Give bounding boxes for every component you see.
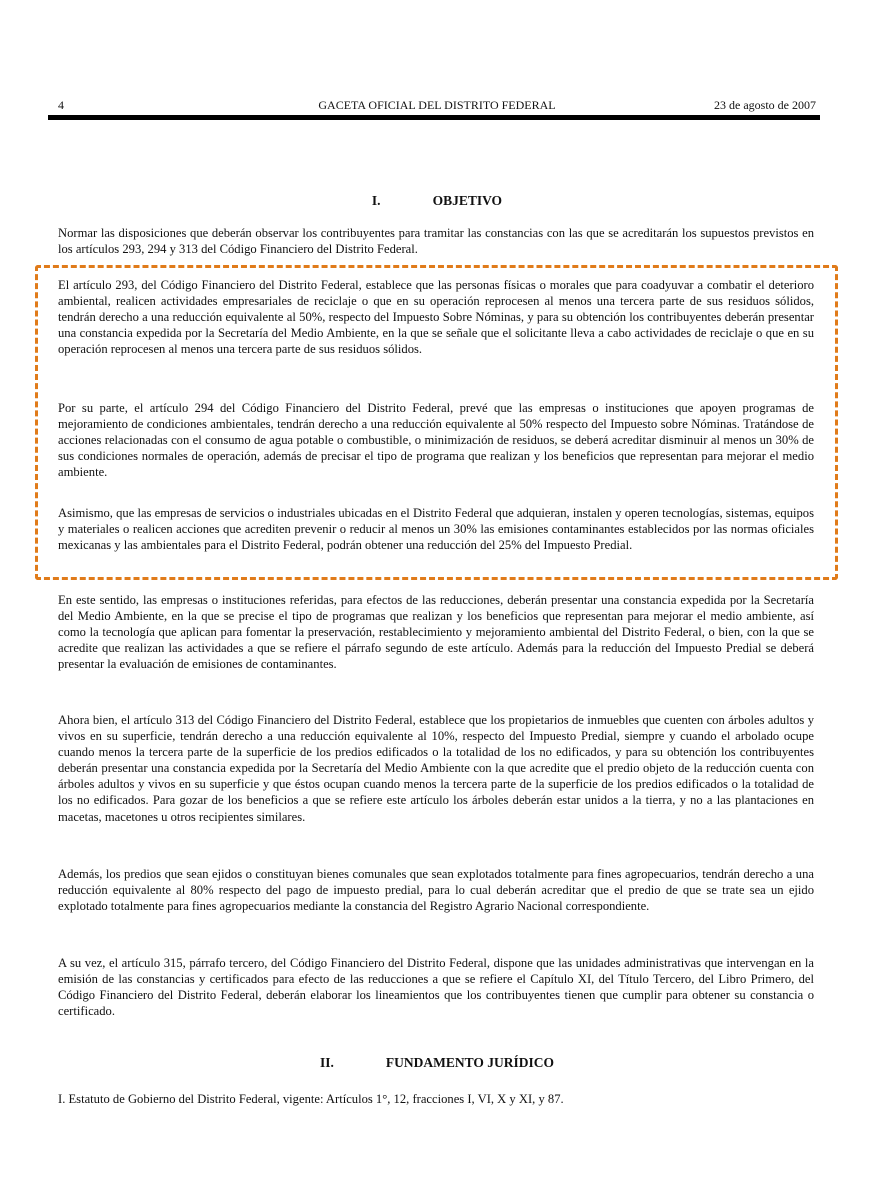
paragraph-ejidos: Además, los predios que sean ejidos o constituyan bienes comunales que sean explotados totalmente para fines agropecuarios, tendrán derecho a una reducción equivalente al 80% respecto del pago de impuesto predial, para lo cual deberán acreditar que el predio de que se trate sea un ejido explotado totalmente para fines agropecuarios mediante la constancia del Registro Agrario Nacional correspondiente. xyxy=(58,867,814,914)
section-heading-objetivo xyxy=(58,193,816,209)
paragraph-objetivo: Normar las disposiciones que deberán observar los contribuyentes para tramitar las constancias con las que se acreditarán los supuestos previstos en los artículos 293, 294 y 313 del Código Financiero del Distrito Federal. xyxy=(58,226,814,257)
paragraph-estatuto: I. Estatuto de Gobierno del Distrito Federal, vigente: Artículos 1°, 12, fracciones I, VI, X y XI, y 87. xyxy=(58,1092,564,1106)
gazette-title: GACETA OFICIAL DEL DISTRITO FEDERAL xyxy=(318,98,556,112)
section-title: FUNDAMENTO JURÍDICO xyxy=(385,1055,555,1070)
paragraph-asimismo: Asimismo, que las empresas de servicios o industriales ubicadas en el Distrito Federal que adquieran, instalen y operen tecnologías, sistemas, equipos y materiales o realicen acciones que acrediten prevenir o reducir al menos un 30% las emisiones contaminantes establecidos por las normas oficiales mexicanas y las ambientales para el Distrito Federal, podrán obtener una reducción del 25% del Impuesto Predial. xyxy=(58,506,814,553)
issue-date: 23 de agosto de 2007 xyxy=(714,98,816,112)
section-number: I. xyxy=(371,193,381,208)
section-title: OBJETIVO xyxy=(432,193,503,208)
paragraph-en-este-sentido: En este sentido, las empresas o instituciones referidas, para efectos de las reducciones, deberán presentar una constancia expedida por la Secretaría del Medio Ambiente, en la que se precise el tipo de programas que realizan y los beneficios que representan para mejorar el medio ambiente, así como la tecnología que aplican para fomentar la preservación, restablecimiento y mejoramiento ambiental del Distrito Federal, o bien, con la que se acredite que realizan las actividades a que se refiere el párrafo segundo de este artículo. Además para la reducción del Impuesto Predial se deberá presentar la evaluación de emisiones de contaminantes. xyxy=(58,593,814,672)
section-heading-fundamento xyxy=(58,1055,816,1071)
header-rule xyxy=(48,115,820,120)
page-number: 4 xyxy=(58,98,64,112)
paragraph-articulo-313: Ahora bien, el artículo 313 del Código Financiero del Distrito Federal, establece que los propietarios de inmuebles que cuenten con árboles adultos y vivos en su superficie, tendrán derecho a una reducción equivalente al 10%, respecto del Impuesto Predial, siempre y cuando el arbolado ocupe cuando menos la tercera parte de la superficie de los predios edificados o la totalidad de los no edificados, y para su obtención los contribuyentes deberán presentar una constancia expedida por la Secretaría del Medio Ambiente con la que acredite que el predio objeto de la reducción cuenta con árboles adultos y vivos en su superficie y que éstos ocupan cuando menos la tercera parte de la superficie de los predios edificados o la totalidad de los no edificados. Para gozar de los beneficios a que se refiere este artículo los árboles deberán estar unidos a la tierra, y no a las plantaciones en macetas, macetones u otros recipientes similares. xyxy=(58,713,814,824)
paragraph-articulo-294: Por su parte, el artículo 294 del Código Financiero del Distrito Federal, prevé que las empresas o instituciones que apoyen programas de mejoramiento de condiciones ambientales, tendrán derecho a una reducción equivalente al 50% respecto del Impuesto sobre Nóminas. Tratándose de acciones relacionadas con el consumo de agua potable o combustible, o minimización de residuos, se deberá acreditar disminuir al menos un 30% de sus condiciones normales de operación, además de precisar el tipo de programa que realizan y los beneficios que representan para mejorar el medio ambiente. xyxy=(58,401,814,480)
paragraph-articulo-293: El artículo 293, del Código Financiero del Distrito Federal, establece que las personas físicas o morales que para coadyuvar a combatir el deterioro ambiental, realicen actividades empresariales de reciclaje o que en su operación reprocesen al menos una tercera parte de sus residuos sólidos, tendrán derecho a una reducción equivalente al 50%, respecto del Impuesto Sobre Nóminas, y para su obtención los contribuyentes deberán presentar una constancia expedida por la Secretaría del Medio Ambiente, en la que se señale que el solicitante lleva a cabo actividades de reciclaje o que en su operación reprocesen al menos una tercera parte de sus residuos sólidos. xyxy=(58,278,814,357)
paragraph-articulo-315: A su vez, el artículo 315, párrafo tercero, del Código Financiero del Distrito Federal, dispone que las unidades administrativas que intervengan en la emisión de las constancias y certificados para efecto de las reducciones a que se refiere el Capítulo XI, del Título Tercero, del Libro Primero, del Código Financiero del Distrito Federal, deberán elaborar los lineamientos que los contribuyentes tienen que cumplir para obtener su constancia o certificado. xyxy=(58,956,814,1019)
page-header xyxy=(58,98,816,112)
section-number: II. xyxy=(319,1055,334,1070)
